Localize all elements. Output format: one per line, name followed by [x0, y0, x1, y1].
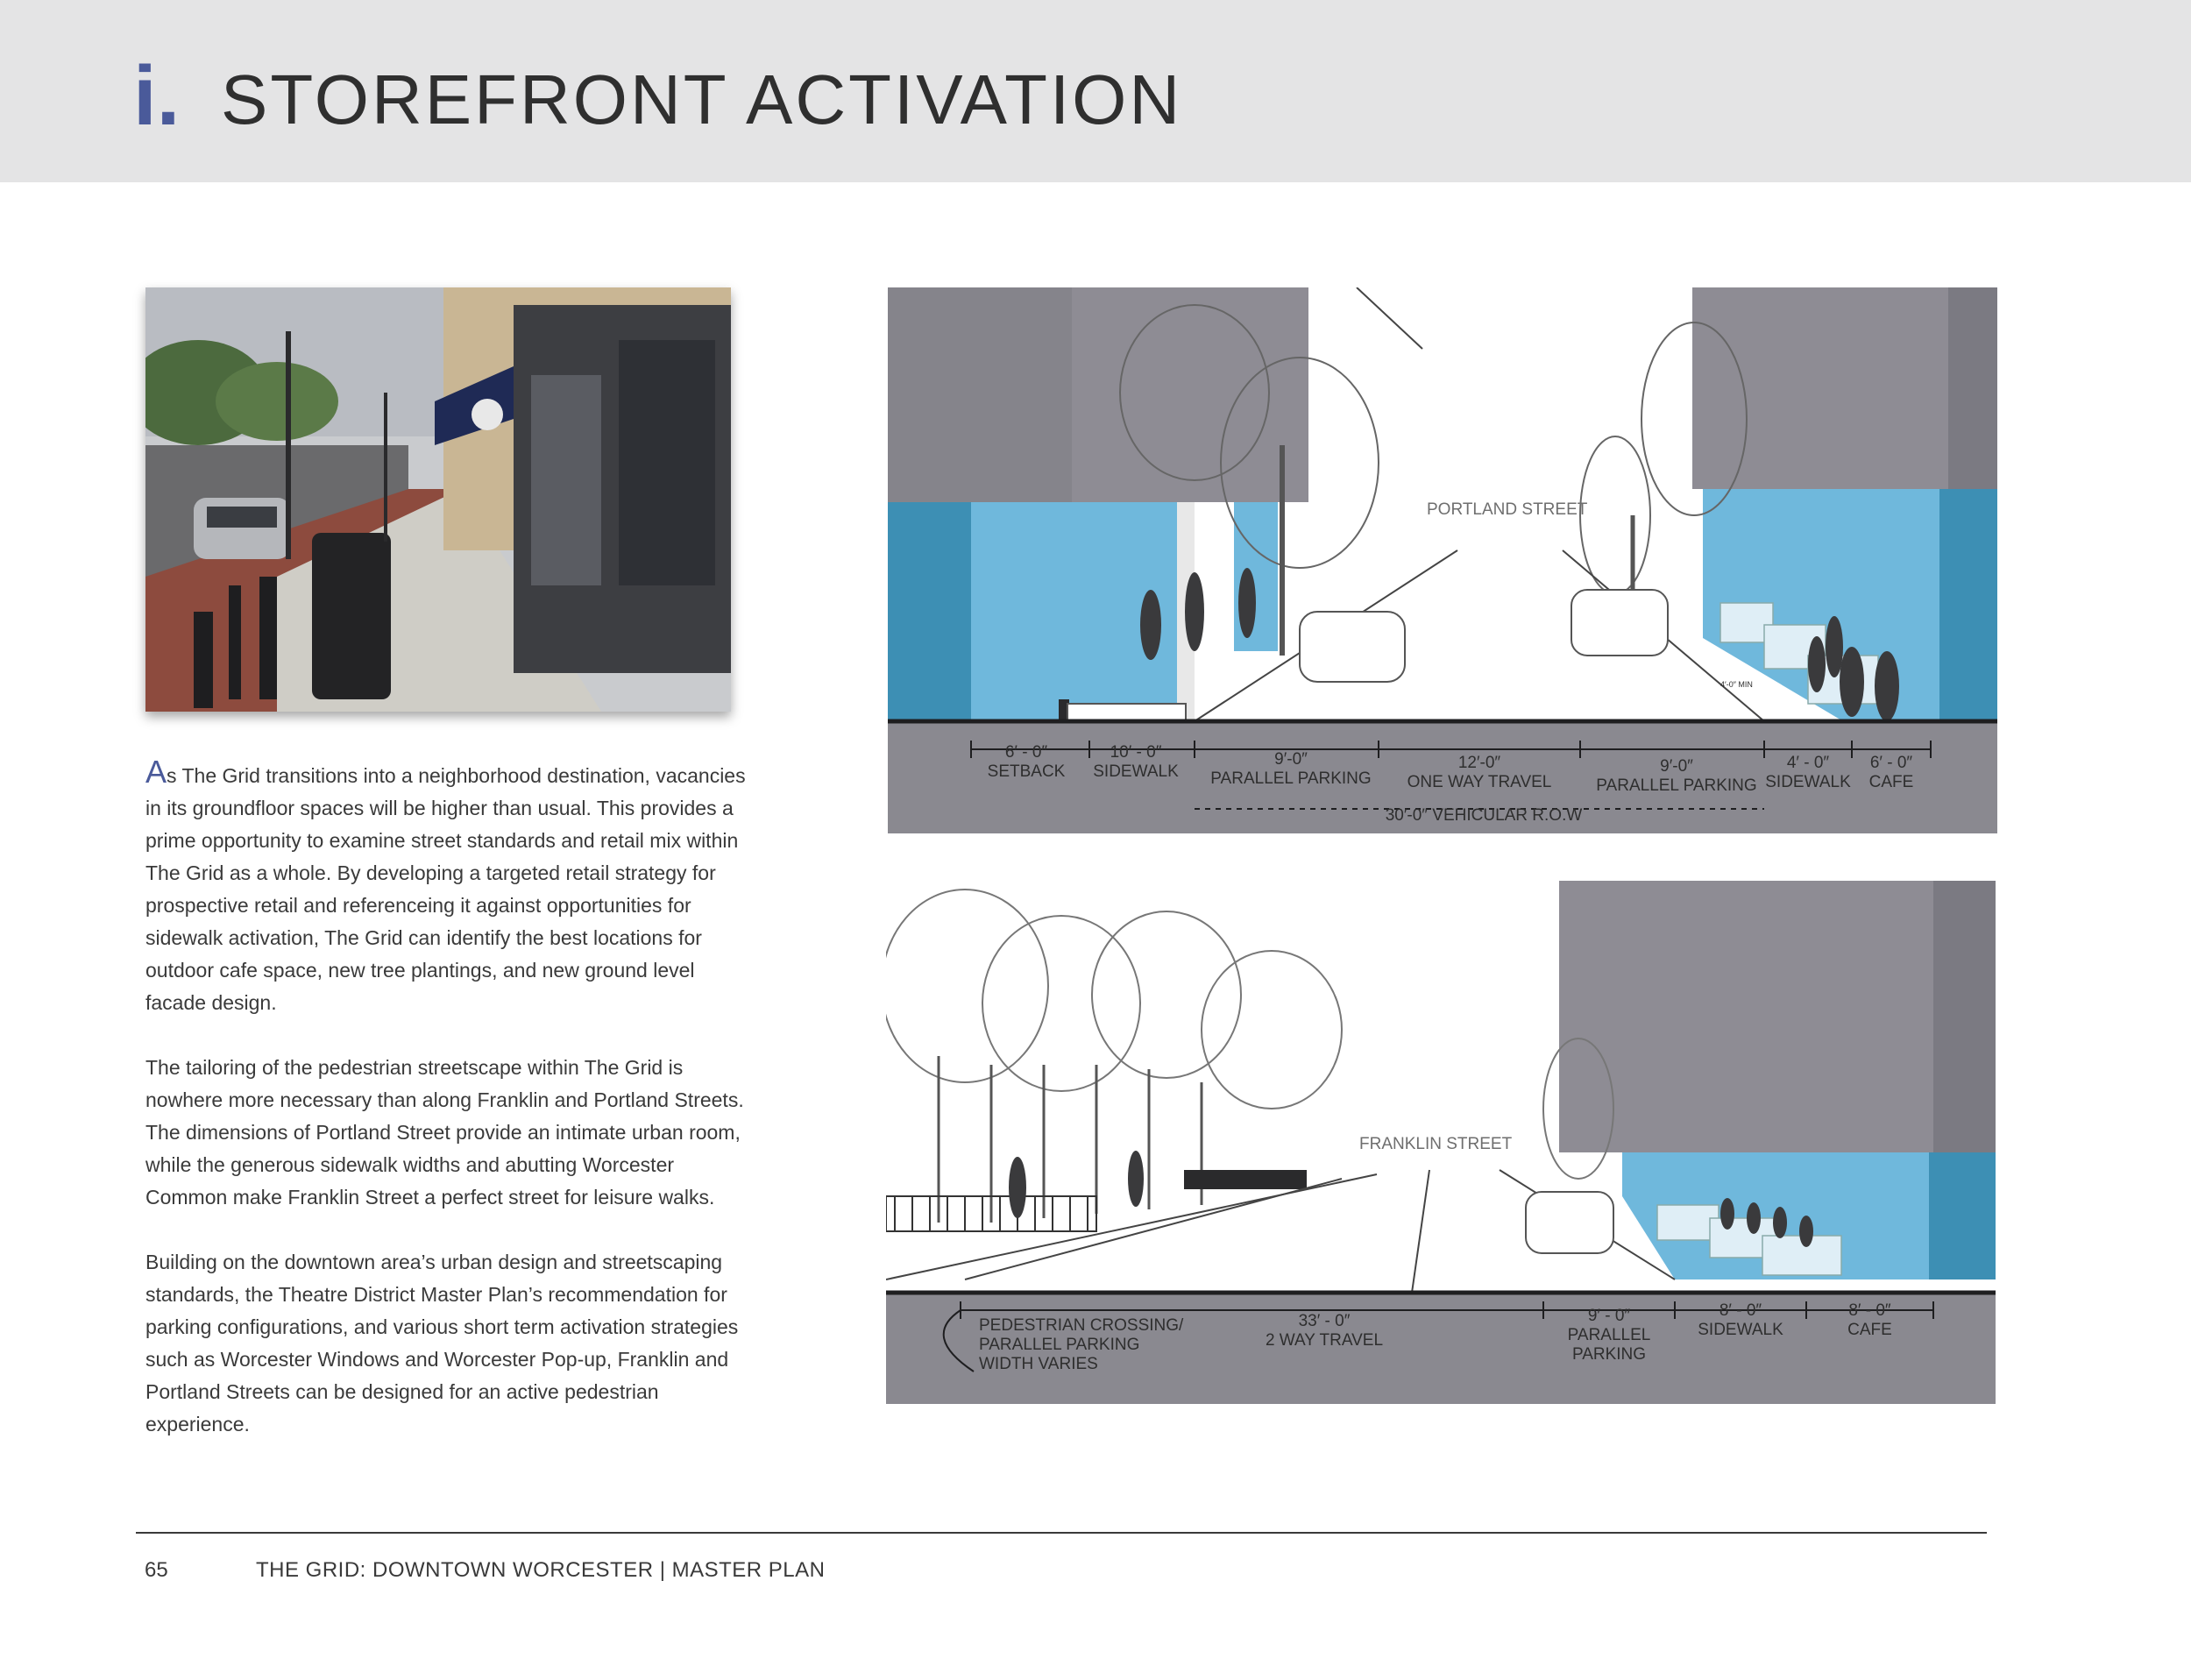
- dim-setback-label: SETBACK: [987, 762, 1066, 781]
- dim-franklin-cafe: [1806, 1301, 1933, 1340]
- body-text: [145, 755, 759, 1473]
- dim-franklin-parking-label-2: PARKING: [1571, 1345, 1647, 1364]
- paragraph-1: [145, 755, 759, 1019]
- dim-2-way-travel-value: 33′ - 0″: [1298, 1312, 1351, 1330]
- street-photo: [145, 287, 731, 712]
- dim-cafe-label: CAFE: [1868, 773, 1914, 791]
- paragraph-1-text: s The Grid transitions into a neighborhood destination, vacancies in its groundfloor spaces will be higher than usual. This provides a prime opportunity to examine street standards and retail mix within The Grid as a whole. By developing a targeted retail strategy for prospective retail and referenceing it against opportunities for sidewalk activation, The Grid can identify the best locations for outdoor cafe space, new tree plantings, and new ground level facade design.: [145, 764, 746, 1014]
- dim-2-way-travel: [1219, 1312, 1429, 1350]
- dim-parking-1-label: PARALLEL PARKING: [1210, 769, 1372, 788]
- drop-cap: A: [145, 754, 167, 790]
- dim-franklin-parking-label-1: PARALLEL: [1567, 1326, 1651, 1344]
- dim-crossing-line-1: PEDESTRIAN CROSSING/: [979, 1316, 1184, 1335]
- portland-street-label: PORTLAND STREET: [1427, 500, 1588, 519]
- page-title: STOREFRONT ACTIVATION: [221, 60, 1183, 138]
- franklin-street-label: FRANKLIN STREET: [1359, 1135, 1513, 1153]
- dim-2-way-travel-label: 2 WAY TRAVEL: [1265, 1331, 1384, 1350]
- dim-crossing-line-2: PARALLEL PARKING: [979, 1336, 1140, 1354]
- dim-franklin-parking-value: 9′ - 0″: [1587, 1307, 1631, 1325]
- dim-sidewalk-2-value: 4′ - 0″: [1786, 754, 1830, 772]
- dim-crossing: [979, 1316, 1183, 1374]
- dim-parking-1: [1203, 750, 1379, 789]
- dim-setback-value: 6′ - 0″: [1004, 743, 1048, 762]
- street-photo-illustration: [145, 287, 731, 712]
- page-number: 65: [145, 1558, 168, 1582]
- dim-franklin-sidewalk-value: 8′ - 0″: [1719, 1301, 1762, 1320]
- dim-parking-2-label: PARALLEL PARKING: [1596, 776, 1757, 795]
- dim-franklin-parking: [1552, 1307, 1666, 1365]
- dim-parking-2-value: 9′-0″: [1660, 757, 1693, 776]
- section-letter: i.: [133, 49, 181, 143]
- franklin-street-section: [886, 881, 1996, 1404]
- footer-rule: [136, 1532, 1987, 1534]
- dim-franklin-cafe-label: CAFE: [1847, 1321, 1892, 1339]
- dim-sidewalk-label: SIDEWALK: [1093, 762, 1179, 781]
- dim-franklin-cafe-value: 8′ - 0″: [1848, 1301, 1891, 1320]
- page-header: [0, 0, 2191, 182]
- dim-travel: [1392, 754, 1567, 792]
- dim-setback: [965, 743, 1088, 782]
- paragraph-2: The tailoring of the pedestrian streetscape within The Grid is nowhere more necessary than along Franklin and Portland Streets. The dimensions of Portland Street provide an intimate urban room, while the generous sidewalk widths and abutting Worcester Common make Franklin Street a perfect street for leisure walks.: [145, 1056, 744, 1209]
- dim-parking-1-value: 9′-0″: [1274, 750, 1308, 769]
- dim-sidewalk-2-label: SIDEWALK: [1765, 773, 1851, 791]
- dim-travel-value: 12′-0″: [1457, 754, 1501, 772]
- dim-cafe-value: 6′ - 0″: [1869, 754, 1913, 772]
- dim-sidewalk-value: 10′ - 0″: [1110, 743, 1162, 762]
- dim-min-label: 4′-0″ MIN: [1720, 680, 1753, 689]
- paragraph-3: Building on the downtown area’s urban design and streetscaping standards, the Theatre District Master Plan’s recommendation for parking configurations, and various short term activation strategies such as Worcester Windows and Worcester Pop-up, Franklin and Portland Streets can be designed for an active pedestrian experience.: [145, 1251, 739, 1435]
- dim-sidewalk: [1079, 743, 1193, 782]
- dim-crossing-line-3: WIDTH VARIES: [979, 1355, 1098, 1373]
- dim-parking-2: [1589, 757, 1764, 796]
- portland-street-section: [888, 287, 1997, 833]
- dim-cafe: [1852, 754, 1931, 792]
- footer-title: THE GRID: DOWNTOWN WORCESTER | MASTER PLAN: [256, 1558, 826, 1582]
- dim-travel-label: ONE WAY TRAVEL: [1407, 773, 1552, 791]
- dim-row: 30′-0″ VEHICULAR R.O.W: [1385, 806, 1583, 825]
- dim-sidewalk-2: [1764, 754, 1852, 792]
- dim-franklin-sidewalk-label: SIDEWALK: [1698, 1321, 1783, 1339]
- dim-franklin-sidewalk: [1675, 1301, 1806, 1340]
